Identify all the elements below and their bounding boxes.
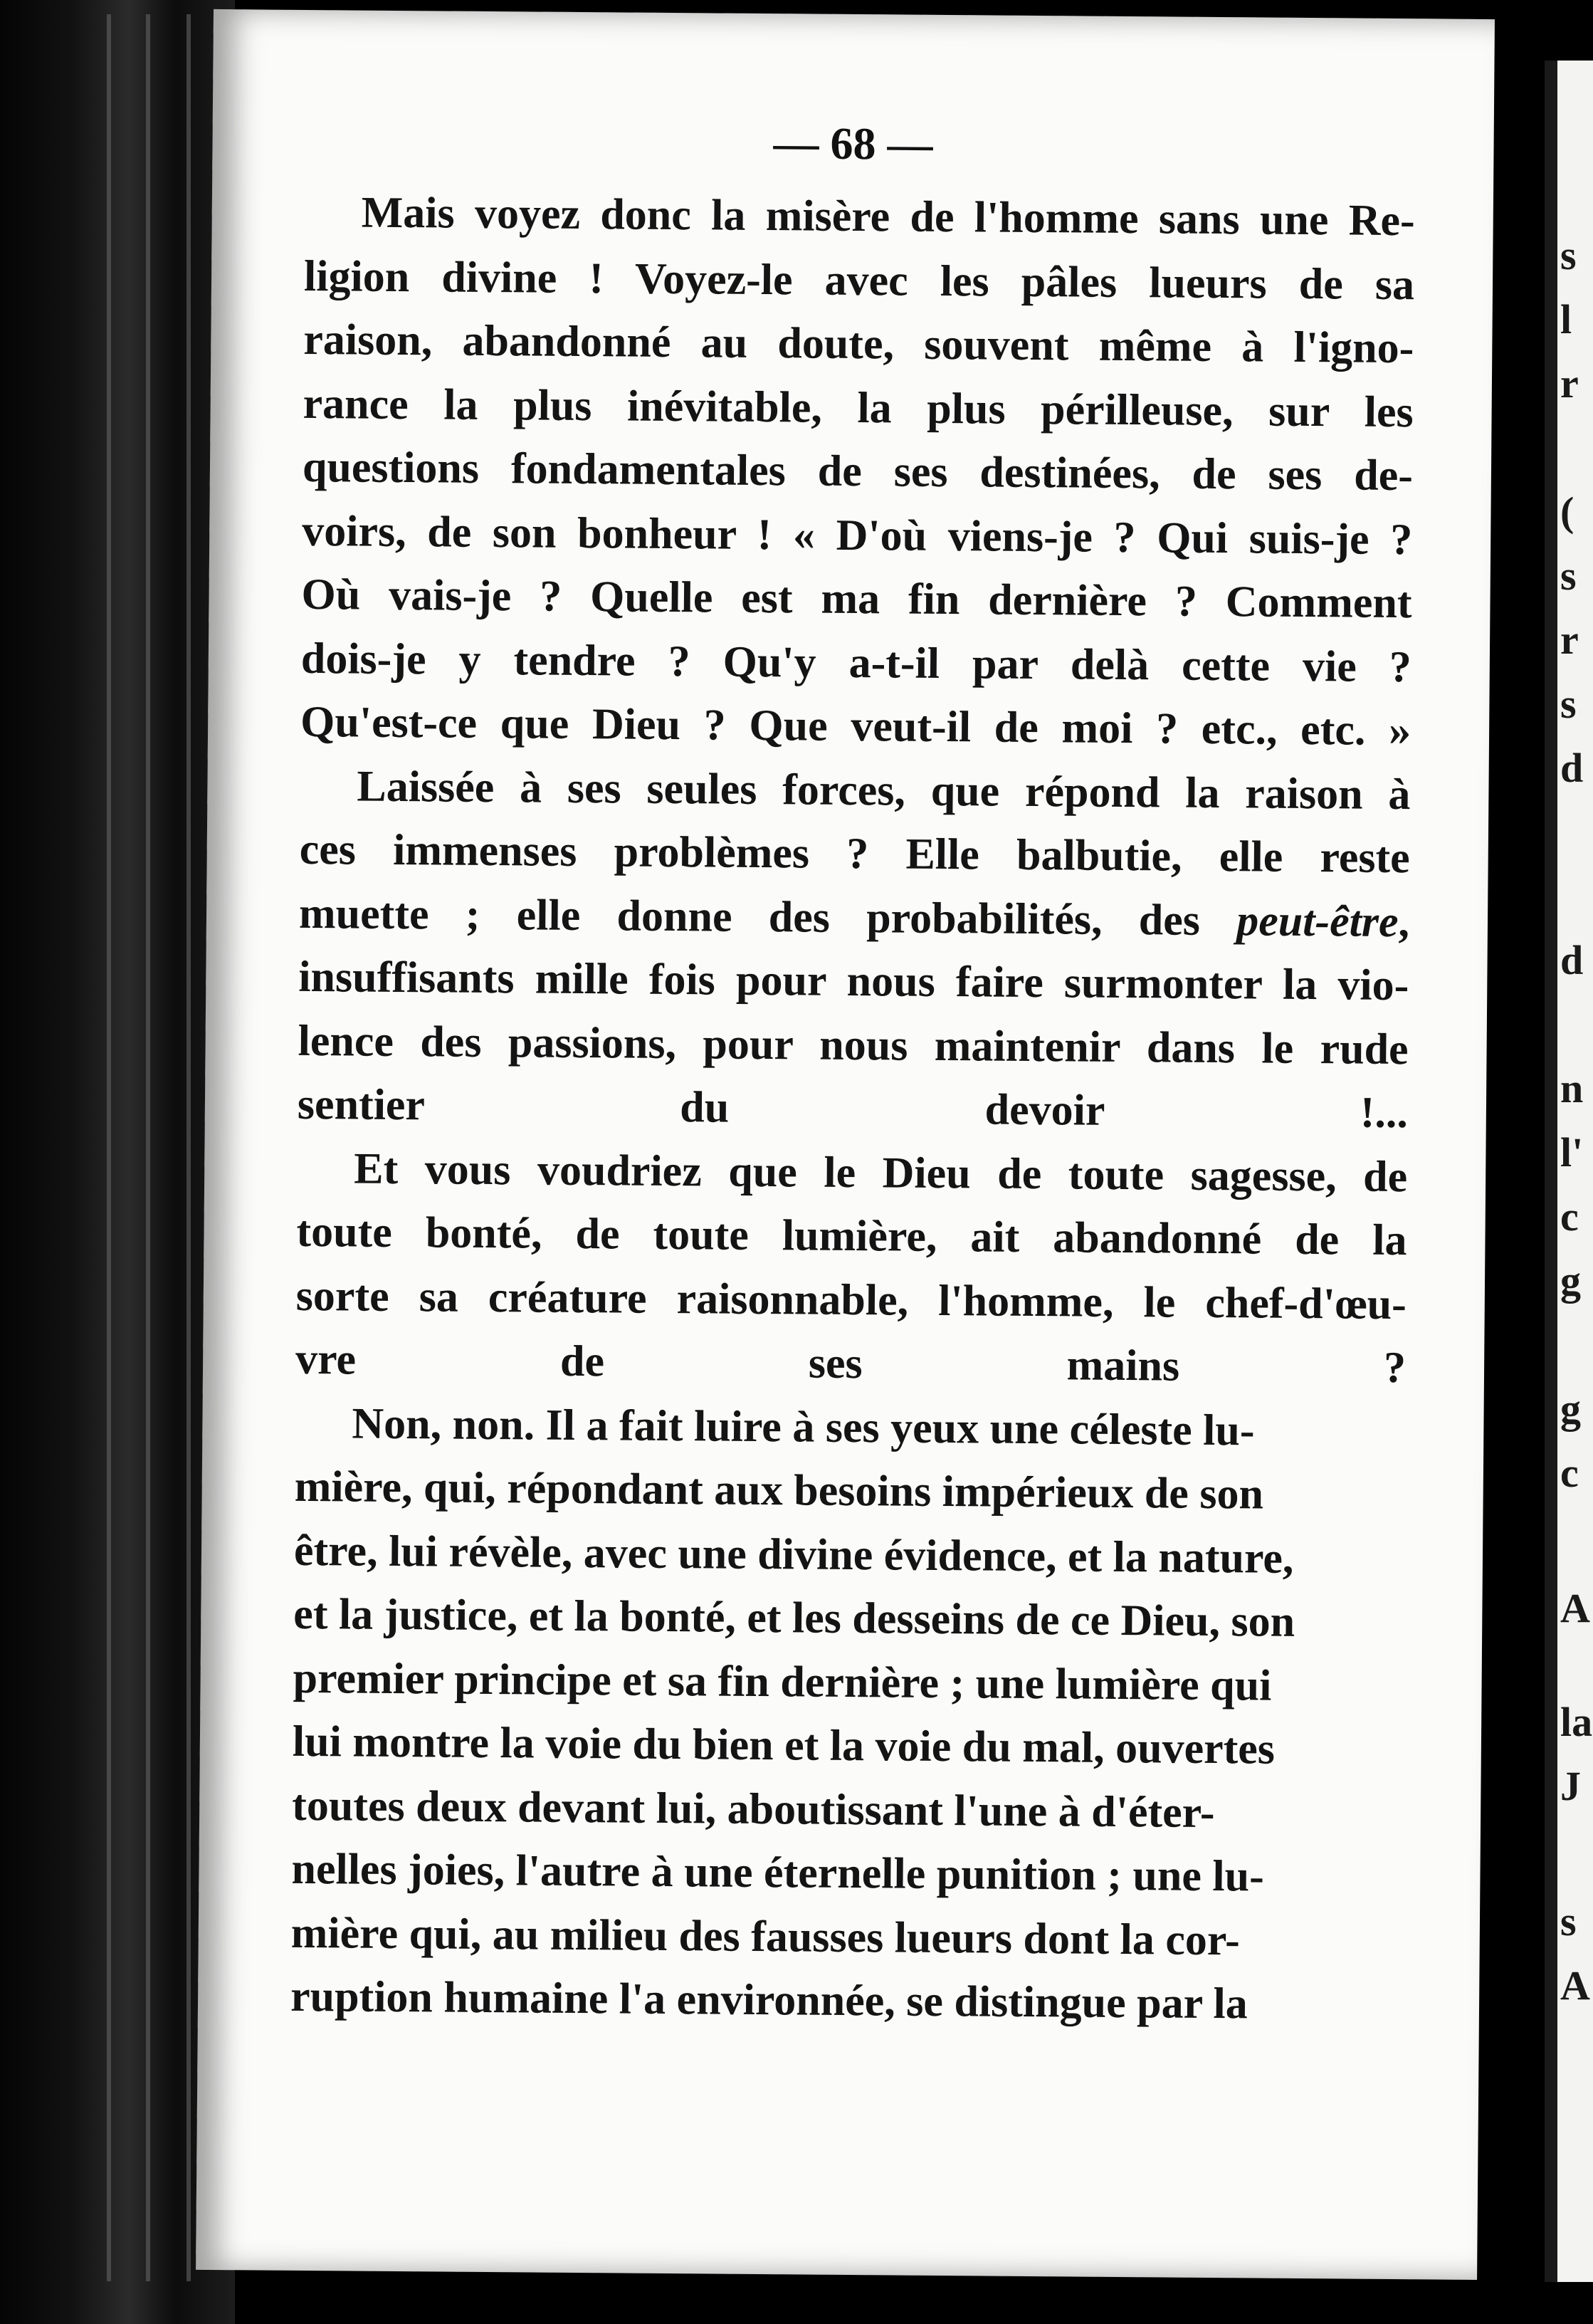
text-line: muette ; elle donne des probabilités, des <box>298 889 1237 945</box>
italic-word: peut-être <box>1236 896 1399 946</box>
next-page-fragment: ( <box>1560 488 1574 535</box>
spine-edge <box>186 14 191 2281</box>
text-line: lui montre la voie du bien et la voie du mal, ouvertes <box>292 1717 1276 1774</box>
next-page-fragment: A <box>1560 1585 1590 1631</box>
text-line: sentier du devoir !... <box>297 1079 1409 1138</box>
text-line: lence des passions, pour nous maintenir dans le rude <box>298 1016 1409 1074</box>
next-page-fragment: J <box>1560 1763 1581 1809</box>
next-page-fragment: s <box>1560 553 1577 599</box>
next-page-fragment: d <box>1560 937 1584 983</box>
text-line: vre de ses mains ? <box>295 1334 1407 1393</box>
text-line: Où vais-je ? Quelle est ma fin dernière ? Comment <box>301 570 1412 628</box>
text-line: et la justice, et la bonté, et les desseins de ce Dieu, son <box>293 1589 1295 1646</box>
next-page-edge <box>1545 61 1593 2282</box>
text-line: être, lui révèle, avec une divine évidence, et la nature, <box>293 1526 1294 1583</box>
next-page-fragment: n <box>1560 1065 1584 1111</box>
spine-edge <box>107 14 111 2281</box>
text-line: toute bonté, de toute lumière, ait abandonné de la <box>296 1207 1407 1265</box>
text-line: Non, non. Il a fait luire à ses yeux une céleste lu- <box>352 1399 1255 1455</box>
text-line: questions fondamentales de ses destinées, de ses de- <box>302 442 1414 501</box>
text-line: mière qui, au milieu des fausses lueurs dont la cor- <box>290 1908 1241 1964</box>
text-line: voirs, de son bonheur ! « D'où viens-je ? Qui suis-je ? <box>302 506 1413 564</box>
text-line: Laissée à ses seules forces, que répond la raison à <box>357 762 1411 819</box>
next-page-fragment: la <box>1560 1699 1593 1745</box>
next-page-fragment: s <box>1560 232 1577 278</box>
text-line: sorte sa créature raisonnable, l'homme, le chef-d'œu- <box>295 1271 1407 1329</box>
next-page-fragment: s <box>1560 681 1577 727</box>
text-line: toutes deux devant lui, aboutissant l'une à d'éter- <box>291 1781 1215 1837</box>
text-line: , <box>1398 897 1410 946</box>
text-line: ruption humaine l'a environnée, se distingue par la <box>290 1972 1248 2029</box>
next-page-fragment: A <box>1560 1962 1590 2009</box>
text-line: mière, qui, répondant aux besoins impérieux de son <box>294 1462 1264 1519</box>
next-page-fragment: r <box>1560 360 1579 407</box>
paragraph <box>290 1391 1406 2037</box>
next-page-fragment: c <box>1560 1193 1579 1240</box>
paragraph <box>300 181 1415 763</box>
text-line: Qu'est-ce que Dieu ? Que veut-il de moi ? etc., etc. » <box>300 697 1411 755</box>
paragraph <box>298 754 1411 1145</box>
next-page-fragment: d <box>1560 745 1584 791</box>
text-line: insuffisants mille fois pour nous faire surmonter la vio- <box>298 952 1409 1010</box>
text-line: ces immenses problèmes ? Elle balbutie, elle reste <box>299 825 1410 883</box>
spine-edge <box>146 14 150 2281</box>
book-page <box>196 9 1495 2280</box>
text-line: dois-je y tendre ? Qu'y a-t-il par delà cette vie ? <box>300 634 1412 691</box>
next-page-fragment: r <box>1560 617 1579 663</box>
next-page-fragment: l <box>1560 296 1572 342</box>
page-number: — 68 — <box>773 117 933 169</box>
text-line: Mais voyez donc la misère de l'homme sans une Re- <box>361 188 1416 246</box>
next-page-fragment: g <box>1560 1257 1581 1304</box>
page-text <box>290 181 1415 2038</box>
next-page-fragment: s <box>1560 1898 1577 1944</box>
next-page-fragment: c <box>1560 1450 1579 1496</box>
text-line: ligion divine ! Voyez-le avec les pâles lueurs de sa <box>303 251 1415 309</box>
text-line: Et vous voudriez que le Dieu de toute sagesse, de <box>353 1144 1408 1201</box>
text-line: raison, abandonné au doute, souvent même à l'igno- <box>303 315 1414 373</box>
text-line: premier principe et sa fin dernière ; une lumière qui <box>293 1653 1272 1710</box>
text-line: nelles joies, l'autre à une éternelle punition ; une lu- <box>291 1844 1265 1901</box>
paragraph <box>295 1136 1408 1400</box>
next-page-fragment: l' <box>1560 1129 1584 1176</box>
next-page-fragment: g <box>1560 1386 1581 1432</box>
text-line: rance la plus inévitable, la plus périlleuse, sur les <box>303 379 1414 436</box>
